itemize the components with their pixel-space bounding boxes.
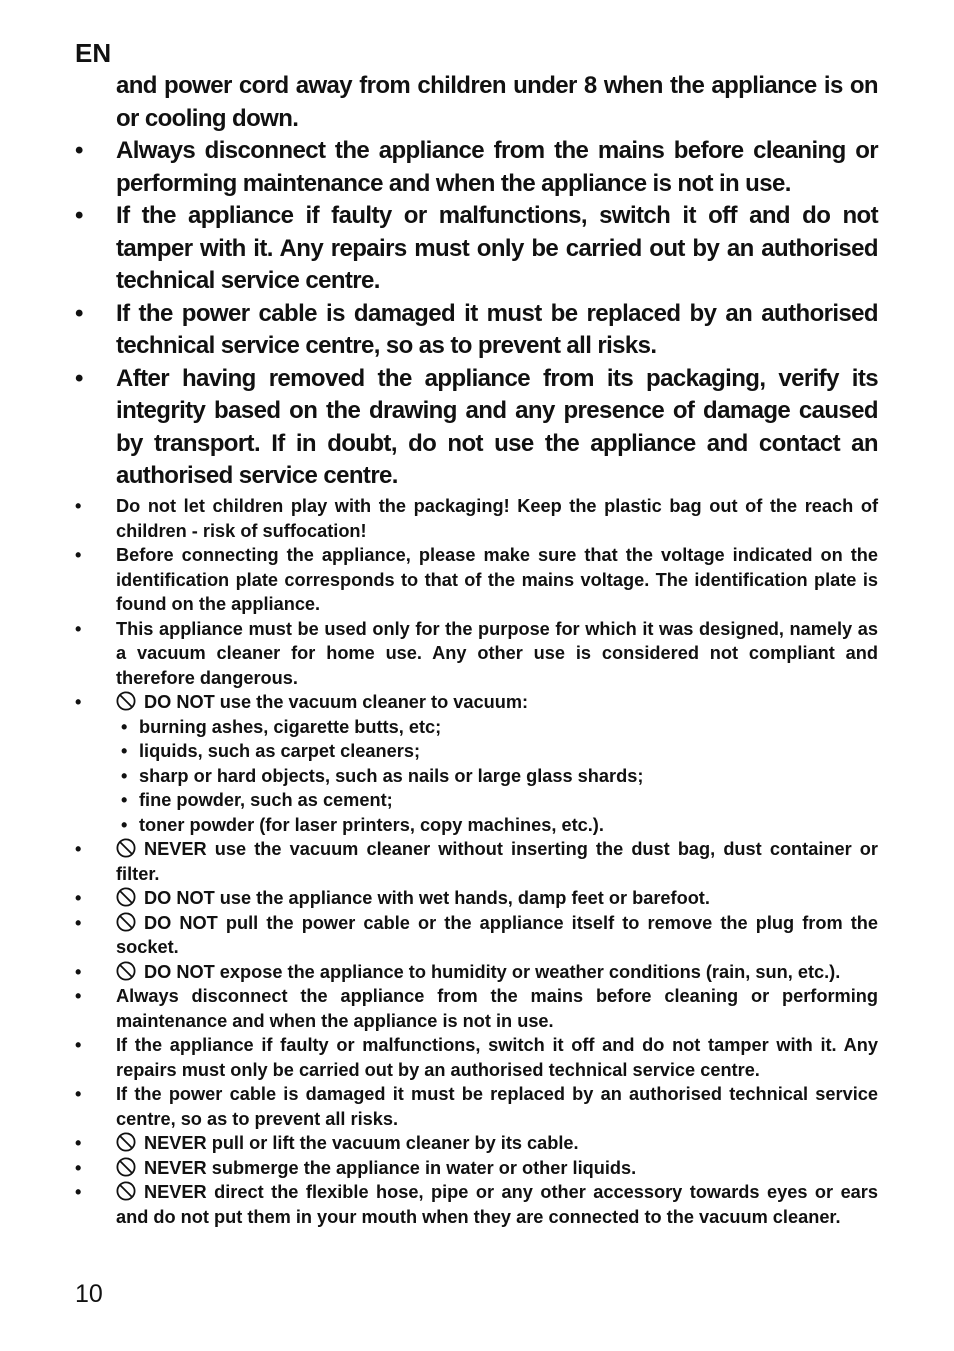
safety-list-small [0, 494, 954, 1229]
item-text: If the power cable is damaged it must be replaced by an authorised technical service centre, so as to prevent all risks. [116, 299, 878, 359]
item-text: NEVER pull or lift the vacuum cleaner by its cable. [144, 1133, 579, 1153]
list-item [0, 135, 954, 200]
list-item [0, 690, 954, 715]
item-text: Before connecting the appliance, please make sure that the voltage indicated on the identification plate corresponds to that of the mains voltage. The identification plate is found on the appliance. [116, 545, 878, 614]
bullet: • [75, 888, 82, 908]
item-text: NEVER use the vacuum cleaner without inserting the dust bag, dust container or filter. [116, 839, 878, 884]
item-text: DO NOT use the vacuum cleaner to vacuum: [144, 692, 529, 712]
item-text: DO NOT expose the appliance to humidity or weather conditions (rain, sun, etc.). [144, 961, 841, 982]
sub-list-item [0, 715, 954, 740]
list-item [0, 70, 954, 135]
sub-list-item [0, 739, 954, 764]
bullet: • [75, 1133, 82, 1153]
page-number: 10 [75, 1280, 103, 1308]
sub-list-item [0, 764, 954, 789]
item-text: toner powder (for laser printers, copy machines, etc.). [139, 814, 604, 835]
item-text: liquids, such as carpet cleaners; [139, 741, 421, 761]
bullet: • [75, 839, 82, 859]
list-item [0, 1082, 954, 1131]
bullet: • [75, 986, 82, 1006]
bullet: • [75, 692, 82, 712]
bullet: • [75, 1182, 82, 1202]
item-text: sharp or hard objects, such as nails or large glass shards; [139, 765, 644, 786]
bullet: • [75, 364, 83, 392]
prohibition-icon [116, 838, 136, 858]
item-text: NEVER submerge the appliance in water or other liquids. [144, 1157, 637, 1178]
sub-bullet: • [121, 790, 128, 810]
item-text: Do not let children play with the packaging! Keep the plastic bag out of the reach of children - risk of suffocation! [116, 496, 878, 541]
prohibition-icon [116, 887, 136, 907]
sub-bullet: • [121, 741, 128, 761]
prohibition-icon [116, 1132, 136, 1152]
prohibition-icon [116, 912, 136, 932]
list-item [0, 837, 954, 886]
bullet: • [75, 618, 82, 639]
list-item [0, 886, 954, 911]
sub-list-item [0, 813, 954, 838]
item-text: burning ashes, cigarette butts, etc; [139, 716, 442, 737]
sub-bullet: • [121, 765, 128, 786]
bullet: • [75, 1157, 82, 1178]
item-text: Always disconnect the appliance from the mains before cleaning or performing maintenance and when the appliance is not in use. [116, 137, 878, 197]
item-text: DO NOT pull the power cable or the appliance itself to remove the plug from the socket. [116, 912, 878, 957]
list-item [0, 298, 954, 363]
bullet: • [75, 961, 82, 982]
list-item [0, 1131, 954, 1156]
list-item [0, 200, 954, 298]
prohibition-icon [116, 1157, 136, 1177]
item-text: and power cord away from children under 8 when the appliance is on or cooling down. [116, 72, 878, 132]
bullet: • [75, 1084, 82, 1104]
item-text: Always disconnect the appliance from the mains before cleaning or performing maintenance and when the appliance is not in use. [116, 986, 878, 1031]
safety-list-large [0, 70, 954, 493]
item-text: If the power cable is damaged it must be replaced by an authorised technical service centre, so as to prevent all risks. [116, 1084, 878, 1129]
language-label: EN [75, 38, 112, 68]
item-text: If the appliance if faulty or malfunctions, switch it off and do not tamper with it. Any repairs must only be carried out by an authorised technical service centre. [116, 202, 878, 294]
item-text: This appliance must be used only for the purpose for which it was designed, namely as a vacuum cleaner for home use. Any other use is considered not compliant and therefore dangerous. [116, 618, 878, 688]
list-item [0, 543, 954, 617]
prohibition-icon [116, 691, 136, 711]
prohibition-icon [116, 961, 136, 981]
list-item [0, 1033, 954, 1082]
list-item [0, 960, 954, 985]
list-item [0, 984, 954, 1033]
list-item [0, 911, 954, 960]
prohibition-icon [116, 1181, 136, 1201]
list-item [0, 494, 954, 543]
item-text: fine powder, such as cement; [139, 790, 393, 810]
bullet: • [75, 137, 83, 164]
bullet: • [75, 202, 83, 229]
item-text: If the appliance if faulty or malfunctions, switch it off and do not tamper with it. Any repairs must only be carried out by an authorised technical service centre. [116, 1035, 878, 1080]
list-item [0, 1180, 954, 1229]
list-item [0, 1156, 954, 1181]
sub-bullet: • [121, 716, 128, 737]
item-text: NEVER direct the flexible hose, pipe or any other accessory towards eyes or ears and do not put them in your mouth when they are connected to the vacuum cleaner. [116, 1182, 878, 1227]
list-item [0, 363, 954, 493]
sub-list-item [0, 788, 954, 813]
bullet: • [75, 1035, 82, 1055]
bullet: • [75, 912, 82, 933]
sub-bullet: • [121, 814, 128, 835]
bullet: • [75, 496, 82, 516]
item-text: After having removed the appliance from its packaging, verify its integrity based on the drawing and any presence of damage caused by transport. If in doubt, do not use the appliance and contact an authorised service centre. [116, 364, 878, 489]
item-text: DO NOT use the appliance with wet hands, damp feet or barefoot. [144, 888, 710, 908]
bullet: • [75, 545, 82, 565]
bullet: • [75, 299, 83, 327]
list-item [0, 617, 954, 691]
